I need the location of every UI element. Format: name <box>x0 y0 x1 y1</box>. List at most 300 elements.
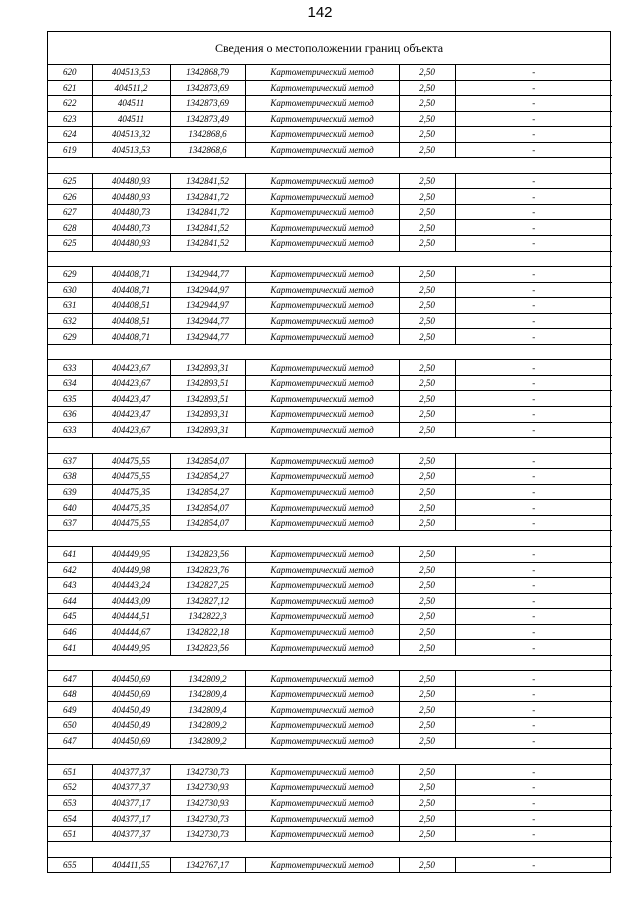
x-coordinate-cell: 404480,93 <box>92 189 170 205</box>
point-number-cell: 647 <box>48 671 92 687</box>
y-coordinate-cell: 1342868,79 <box>170 65 245 80</box>
x-coordinate-cell: 404511 <box>92 96 170 112</box>
point-number-cell: 655 <box>48 857 92 872</box>
table-row <box>48 65 612 80</box>
point-number-cell: 624 <box>48 127 92 143</box>
method-cell: Картометрический метод <box>245 391 399 407</box>
y-coordinate-cell: 1342730,73 <box>170 826 245 842</box>
point-number-cell: 636 <box>48 407 92 423</box>
description-cell: - <box>455 65 612 80</box>
table-row <box>48 593 612 609</box>
description-cell: - <box>455 469 612 485</box>
point-number-cell: 626 <box>48 189 92 205</box>
y-coordinate-cell: 1342767,17 <box>170 857 245 872</box>
description-cell: - <box>455 671 612 687</box>
description-cell: - <box>455 686 612 702</box>
y-coordinate-cell: 1342809,2 <box>170 733 245 749</box>
y-coordinate-cell: 1342823,56 <box>170 640 245 656</box>
x-coordinate-cell: 404408,71 <box>92 329 170 345</box>
description-cell: - <box>455 236 612 252</box>
method-cell: Картометрический метод <box>245 375 399 391</box>
precision-cell: 2,50 <box>399 469 455 485</box>
table-row <box>48 562 612 578</box>
x-coordinate-cell: 404377,17 <box>92 811 170 827</box>
method-cell: Картометрический метод <box>245 500 399 516</box>
table-row <box>48 111 612 127</box>
coordinates-table <box>48 65 612 872</box>
description-cell: - <box>455 267 612 283</box>
y-coordinate-cell: 1342873,69 <box>170 80 245 96</box>
precision-cell: 2,50 <box>399 173 455 189</box>
y-coordinate-cell: 1342730,73 <box>170 764 245 780</box>
x-coordinate-cell: 404443,09 <box>92 593 170 609</box>
precision-cell: 2,50 <box>399 282 455 298</box>
table-row <box>48 500 612 516</box>
point-number-cell: 629 <box>48 267 92 283</box>
method-cell: Картометрический метод <box>245 422 399 438</box>
point-number-cell: 628 <box>48 220 92 236</box>
method-cell: Картометрический метод <box>245 733 399 749</box>
method-cell: Картометрический метод <box>245 236 399 252</box>
y-coordinate-cell: 1342893,31 <box>170 422 245 438</box>
description-cell: - <box>455 500 612 516</box>
point-number-cell: 625 <box>48 236 92 252</box>
x-coordinate-cell: 404450,69 <box>92 733 170 749</box>
table-row <box>48 142 612 158</box>
precision-cell: 2,50 <box>399 826 455 842</box>
y-coordinate-cell: 1342841,72 <box>170 189 245 205</box>
method-cell: Картометрический метод <box>245 640 399 656</box>
x-coordinate-cell: 404423,47 <box>92 391 170 407</box>
group-separator-cell <box>48 655 612 671</box>
precision-cell: 2,50 <box>399 142 455 158</box>
precision-cell: 2,50 <box>399 624 455 640</box>
method-cell: Картометрический метод <box>245 189 399 205</box>
y-coordinate-cell: 1342893,31 <box>170 360 245 376</box>
point-number-cell: 640 <box>48 500 92 516</box>
method-cell: Картометрический метод <box>245 80 399 96</box>
point-number-cell: 627 <box>48 204 92 220</box>
point-number-cell: 620 <box>48 65 92 80</box>
precision-cell: 2,50 <box>399 702 455 718</box>
table-row <box>48 702 612 718</box>
precision-cell: 2,50 <box>399 189 455 205</box>
y-coordinate-cell: 1342822,18 <box>170 624 245 640</box>
group-separator-row <box>48 251 612 267</box>
point-number-cell: 651 <box>48 826 92 842</box>
table-row <box>48 127 612 143</box>
description-cell: - <box>455 422 612 438</box>
description-cell: - <box>455 375 612 391</box>
precision-cell: 2,50 <box>399 546 455 562</box>
table-row <box>48 236 612 252</box>
description-cell: - <box>455 96 612 112</box>
table-row <box>48 640 612 656</box>
table-title: Сведения о местоположении границ объекта <box>48 32 610 65</box>
method-cell: Картометрический метод <box>245 142 399 158</box>
precision-cell: 2,50 <box>399 375 455 391</box>
method-cell: Картометрический метод <box>245 469 399 485</box>
precision-cell: 2,50 <box>399 780 455 796</box>
method-cell: Картометрический метод <box>245 282 399 298</box>
method-cell: Картометрический метод <box>245 313 399 329</box>
precision-cell: 2,50 <box>399 671 455 687</box>
method-cell: Картометрический метод <box>245 764 399 780</box>
x-coordinate-cell: 404475,35 <box>92 484 170 500</box>
description-cell: - <box>455 717 612 733</box>
y-coordinate-cell: 1342944,77 <box>170 313 245 329</box>
y-coordinate-cell: 1342809,2 <box>170 671 245 687</box>
table-row <box>48 282 612 298</box>
group-separator-cell <box>48 344 612 360</box>
point-number-cell: 641 <box>48 546 92 562</box>
point-number-cell: 649 <box>48 702 92 718</box>
table-row <box>48 220 612 236</box>
table-row <box>48 484 612 500</box>
x-coordinate-cell: 404450,69 <box>92 686 170 702</box>
description-cell: - <box>455 795 612 811</box>
y-coordinate-cell: 1342854,07 <box>170 500 245 516</box>
table-row <box>48 96 612 112</box>
precision-cell: 2,50 <box>399 640 455 656</box>
precision-cell: 2,50 <box>399 407 455 423</box>
point-number-cell: 646 <box>48 624 92 640</box>
group-separator-row <box>48 655 612 671</box>
x-coordinate-cell: 404449,98 <box>92 562 170 578</box>
method-cell: Картометрический метод <box>245 686 399 702</box>
point-number-cell: 645 <box>48 609 92 625</box>
description-cell: - <box>455 546 612 562</box>
method-cell: Картометрический метод <box>245 780 399 796</box>
table-row <box>48 422 612 438</box>
table-row <box>48 267 612 283</box>
precision-cell: 2,50 <box>399 609 455 625</box>
x-coordinate-cell: 404511,2 <box>92 80 170 96</box>
x-coordinate-cell: 404423,47 <box>92 407 170 423</box>
point-number-cell: 629 <box>48 329 92 345</box>
description-cell: - <box>455 189 612 205</box>
table-row <box>48 515 612 531</box>
precision-cell: 2,50 <box>399 111 455 127</box>
y-coordinate-cell: 1342841,52 <box>170 220 245 236</box>
y-coordinate-cell: 1342944,77 <box>170 329 245 345</box>
precision-cell: 2,50 <box>399 391 455 407</box>
method-cell: Картометрический метод <box>245 717 399 733</box>
point-number-cell: 651 <box>48 764 92 780</box>
point-number-cell: 633 <box>48 360 92 376</box>
group-separator-cell <box>48 251 612 267</box>
description-cell: - <box>455 142 612 158</box>
x-coordinate-cell: 404444,51 <box>92 609 170 625</box>
table-row <box>48 407 612 423</box>
y-coordinate-cell: 1342822,3 <box>170 609 245 625</box>
boundary-table <box>47 31 611 873</box>
precision-cell: 2,50 <box>399 484 455 500</box>
x-coordinate-cell: 404408,71 <box>92 282 170 298</box>
method-cell: Картометрический метод <box>245 857 399 872</box>
point-number-cell: 644 <box>48 593 92 609</box>
x-coordinate-cell: 404450,49 <box>92 702 170 718</box>
group-separator-row <box>48 344 612 360</box>
description-cell: - <box>455 220 612 236</box>
precision-cell: 2,50 <box>399 857 455 872</box>
precision-cell: 2,50 <box>399 500 455 516</box>
method-cell: Картометрический метод <box>245 65 399 80</box>
x-coordinate-cell: 404444,67 <box>92 624 170 640</box>
precision-cell: 2,50 <box>399 795 455 811</box>
precision-cell: 2,50 <box>399 811 455 827</box>
y-coordinate-cell: 1342944,97 <box>170 298 245 314</box>
precision-cell: 2,50 <box>399 267 455 283</box>
method-cell: Картометрический метод <box>245 453 399 469</box>
y-coordinate-cell: 1342944,77 <box>170 267 245 283</box>
group-separator-row <box>48 158 612 174</box>
group-separator-row <box>48 531 612 547</box>
point-number-cell: 632 <box>48 313 92 329</box>
point-number-cell: 654 <box>48 811 92 827</box>
point-number-cell: 619 <box>48 142 92 158</box>
description-cell: - <box>455 764 612 780</box>
precision-cell: 2,50 <box>399 204 455 220</box>
y-coordinate-cell: 1342730,93 <box>170 795 245 811</box>
method-cell: Картометрический метод <box>245 329 399 345</box>
x-coordinate-cell: 404377,37 <box>92 780 170 796</box>
description-cell: - <box>455 624 612 640</box>
table-row <box>48 329 612 345</box>
y-coordinate-cell: 1342809,2 <box>170 717 245 733</box>
description-cell: - <box>455 204 612 220</box>
point-number-cell: 648 <box>48 686 92 702</box>
y-coordinate-cell: 1342841,52 <box>170 173 245 189</box>
y-coordinate-cell: 1342809,4 <box>170 686 245 702</box>
y-coordinate-cell: 1342827,25 <box>170 578 245 594</box>
x-coordinate-cell: 404513,53 <box>92 65 170 80</box>
method-cell: Картометрический метод <box>245 298 399 314</box>
table-row <box>48 298 612 314</box>
method-cell: Картометрический метод <box>245 360 399 376</box>
table-row <box>48 360 612 376</box>
description-cell: - <box>455 453 612 469</box>
x-coordinate-cell: 404480,73 <box>92 220 170 236</box>
table-row <box>48 624 612 640</box>
table-row <box>48 609 612 625</box>
x-coordinate-cell: 404480,93 <box>92 236 170 252</box>
description-cell: - <box>455 515 612 531</box>
method-cell: Картометрический метод <box>245 173 399 189</box>
precision-cell: 2,50 <box>399 236 455 252</box>
y-coordinate-cell: 1342893,31 <box>170 407 245 423</box>
y-coordinate-cell: 1342854,07 <box>170 453 245 469</box>
group-separator-cell <box>48 842 612 858</box>
x-coordinate-cell: 404475,55 <box>92 469 170 485</box>
point-number-cell: 643 <box>48 578 92 594</box>
y-coordinate-cell: 1342873,69 <box>170 96 245 112</box>
description-cell: - <box>455 593 612 609</box>
precision-cell: 2,50 <box>399 127 455 143</box>
method-cell: Картометрический метод <box>245 111 399 127</box>
description-cell: - <box>455 811 612 827</box>
x-coordinate-cell: 404408,51 <box>92 313 170 329</box>
y-coordinate-cell: 1342823,56 <box>170 546 245 562</box>
precision-cell: 2,50 <box>399 298 455 314</box>
description-cell: - <box>455 298 612 314</box>
table-row <box>48 80 612 96</box>
y-coordinate-cell: 1342854,27 <box>170 469 245 485</box>
table-row <box>48 313 612 329</box>
table-row <box>48 795 612 811</box>
point-number-cell: 637 <box>48 453 92 469</box>
method-cell: Картометрический метод <box>245 562 399 578</box>
method-cell: Картометрический метод <box>245 484 399 500</box>
group-separator-cell <box>48 749 612 765</box>
group-separator-cell <box>48 531 612 547</box>
group-separator-row <box>48 749 612 765</box>
description-cell: - <box>455 562 612 578</box>
y-coordinate-cell: 1342868,6 <box>170 142 245 158</box>
table-row <box>48 857 612 872</box>
point-number-cell: 647 <box>48 733 92 749</box>
table-row <box>48 780 612 796</box>
description-cell: - <box>455 407 612 423</box>
x-coordinate-cell: 404377,37 <box>92 826 170 842</box>
point-number-cell: 638 <box>48 469 92 485</box>
method-cell: Картометрический метод <box>245 407 399 423</box>
description-cell: - <box>455 391 612 407</box>
x-coordinate-cell: 404443,24 <box>92 578 170 594</box>
y-coordinate-cell: 1342841,52 <box>170 236 245 252</box>
table-row <box>48 173 612 189</box>
point-number-cell: 633 <box>48 422 92 438</box>
y-coordinate-cell: 1342841,72 <box>170 204 245 220</box>
table-row <box>48 189 612 205</box>
x-coordinate-cell: 404449,95 <box>92 640 170 656</box>
x-coordinate-cell: 404450,69 <box>92 671 170 687</box>
x-coordinate-cell: 404480,93 <box>92 173 170 189</box>
x-coordinate-cell: 404475,55 <box>92 453 170 469</box>
method-cell: Картометрический метод <box>245 671 399 687</box>
table-row <box>48 811 612 827</box>
group-separator-row <box>48 438 612 454</box>
description-cell: - <box>532 860 536 871</box>
precision-cell: 2,50 <box>399 360 455 376</box>
y-coordinate-cell: 1342893,51 <box>170 391 245 407</box>
x-coordinate-cell: 404377,37 <box>92 764 170 780</box>
description-cell: - <box>455 360 612 376</box>
table-row <box>48 717 612 733</box>
description-cell: - <box>455 578 612 594</box>
point-number-cell: 641 <box>48 640 92 656</box>
x-coordinate-cell: 404423,67 <box>92 360 170 376</box>
x-coordinate-cell: 404408,71 <box>92 267 170 283</box>
description-cell: - <box>455 826 612 842</box>
precision-cell: 2,50 <box>399 717 455 733</box>
point-number-cell: 650 <box>48 717 92 733</box>
description-cell: - <box>455 780 612 796</box>
x-coordinate-cell: 404377,17 <box>92 795 170 811</box>
point-number-cell: 623 <box>48 111 92 127</box>
table-row <box>48 578 612 594</box>
method-cell: Картометрический метод <box>245 826 399 842</box>
description-cell: - <box>455 609 612 625</box>
point-number-cell: 642 <box>48 562 92 578</box>
description-cell: - <box>455 127 612 143</box>
group-separator-cell <box>48 158 612 174</box>
precision-cell: 2,50 <box>399 422 455 438</box>
method-cell: Картометрический метод <box>245 515 399 531</box>
precision-cell: 2,50 <box>399 453 455 469</box>
precision-cell: 2,50 <box>399 96 455 112</box>
description-cell: - <box>455 640 612 656</box>
precision-cell: 2,50 <box>399 578 455 594</box>
x-coordinate-cell: 404450,49 <box>92 717 170 733</box>
y-coordinate-cell: 1342827,12 <box>170 593 245 609</box>
x-coordinate-cell: 404408,51 <box>92 298 170 314</box>
x-coordinate-cell: 404411,55 <box>92 857 170 872</box>
description-cell: - <box>455 702 612 718</box>
method-cell: Картометрический метод <box>245 220 399 236</box>
x-coordinate-cell: 404423,67 <box>92 375 170 391</box>
x-coordinate-cell: 404475,35 <box>92 500 170 516</box>
point-number-cell: 630 <box>48 282 92 298</box>
x-coordinate-cell: 404513,32 <box>92 127 170 143</box>
method-cell: Картометрический метод <box>245 96 399 112</box>
description-cell: - <box>455 282 612 298</box>
table-row <box>48 469 612 485</box>
description-cell: - <box>455 733 612 749</box>
precision-cell: 2,50 <box>399 593 455 609</box>
x-coordinate-cell: 404475,55 <box>92 515 170 531</box>
y-coordinate-cell: 1342730,93 <box>170 780 245 796</box>
x-coordinate-cell: 404513,53 <box>92 142 170 158</box>
x-coordinate-cell: 404449,95 <box>92 546 170 562</box>
precision-cell: 2,50 <box>399 220 455 236</box>
description-cell: - <box>455 173 612 189</box>
point-number-cell: 653 <box>48 795 92 811</box>
table-row <box>48 686 612 702</box>
y-coordinate-cell: 1342730,73 <box>170 811 245 827</box>
description-cell: - <box>455 80 612 96</box>
group-separator-row <box>48 842 612 858</box>
point-number-cell: 622 <box>48 96 92 112</box>
description-cell: - <box>455 484 612 500</box>
table-row <box>48 391 612 407</box>
point-number-cell: 635 <box>48 391 92 407</box>
description-cell: - <box>455 111 612 127</box>
method-cell: Картометрический метод <box>245 624 399 640</box>
method-cell: Картометрический метод <box>245 702 399 718</box>
precision-cell: 2,50 <box>399 313 455 329</box>
table-row <box>48 204 612 220</box>
point-number-cell: 639 <box>48 484 92 500</box>
table-row <box>48 733 612 749</box>
x-coordinate-cell: 404423,67 <box>92 422 170 438</box>
point-number-cell: 621 <box>48 80 92 96</box>
page-number: 142 <box>307 4 333 21</box>
precision-cell: 2,50 <box>399 515 455 531</box>
point-number-cell: 625 <box>48 173 92 189</box>
method-cell: Картометрический метод <box>245 127 399 143</box>
method-cell: Картометрический метод <box>245 593 399 609</box>
y-coordinate-cell: 1342893,51 <box>170 375 245 391</box>
table-row <box>48 375 612 391</box>
x-coordinate-cell: 404480,73 <box>92 204 170 220</box>
precision-cell: 2,50 <box>399 764 455 780</box>
method-cell: Картометрический метод <box>245 204 399 220</box>
y-coordinate-cell: 1342823,76 <box>170 562 245 578</box>
precision-cell: 2,50 <box>399 733 455 749</box>
y-coordinate-cell: 1342944,97 <box>170 282 245 298</box>
method-cell: Картометрический метод <box>245 609 399 625</box>
